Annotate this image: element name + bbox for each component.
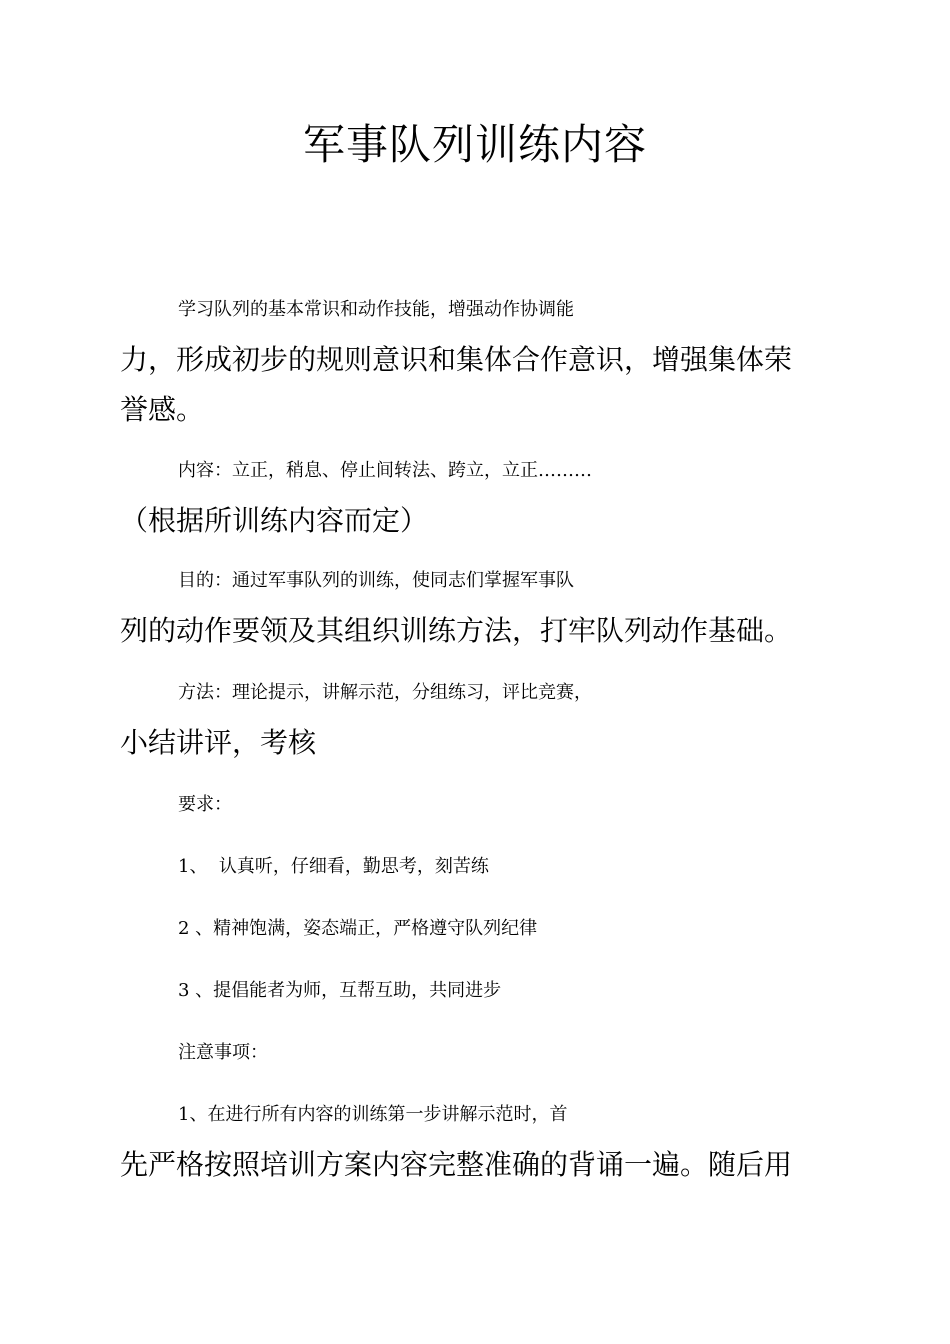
method-line-2: 小结讲评，考核: [120, 726, 317, 759]
document-title: 军事队列训练内容: [302, 120, 647, 169]
notes-heading: 注意事项：: [178, 1042, 268, 1063]
intro-line-2: 力，形成初步的规则意识和集体合作意识，增强集体荣: [120, 343, 793, 376]
content-line-1: 内容：立正，稍息、停止间转法、跨立，立正………: [178, 460, 592, 481]
method-line-1: 方法：理论提示，讲解示范，分组练习，评比竞赛，: [178, 682, 592, 703]
notes-item-1-line-1: 1、在进行所有内容的训练第一步讲解示范时，首: [178, 1104, 568, 1125]
purpose-line-2: 列的动作要领及其组织训练方法，打牢队列动作基础。: [120, 614, 793, 647]
purpose-paragraph: [120, 556, 800, 656]
intro-paragraph: [120, 285, 800, 435]
intro-line-3: 誉感。: [120, 393, 205, 426]
content-line-2: （根据所训练内容而定）: [120, 504, 429, 537]
requirements-heading: 要求：: [178, 794, 232, 815]
method-paragraph: [120, 668, 800, 768]
requirement-item-1: 1、 认真听，仔细看，勤思考，刻苦练: [178, 856, 489, 877]
content-paragraph: [120, 446, 800, 546]
notes-item-1-line-2: 先严格按照培训方案内容完整准确的背诵一遍。随后用: [120, 1148, 793, 1181]
intro-line-1: 学习队列的基本常识和动作技能，增强动作协调能: [178, 299, 574, 320]
notes-item-1: [120, 1090, 800, 1190]
requirement-item-3: 3 、提倡能者为师，互帮互助，共同进步: [178, 980, 502, 1001]
requirement-item-2: 2 、精神饱满，姿态端正，严格遵守队列纪律: [178, 918, 538, 939]
purpose-line-1: 目的：通过军事队列的训练，使同志们掌握军事队: [178, 570, 574, 591]
